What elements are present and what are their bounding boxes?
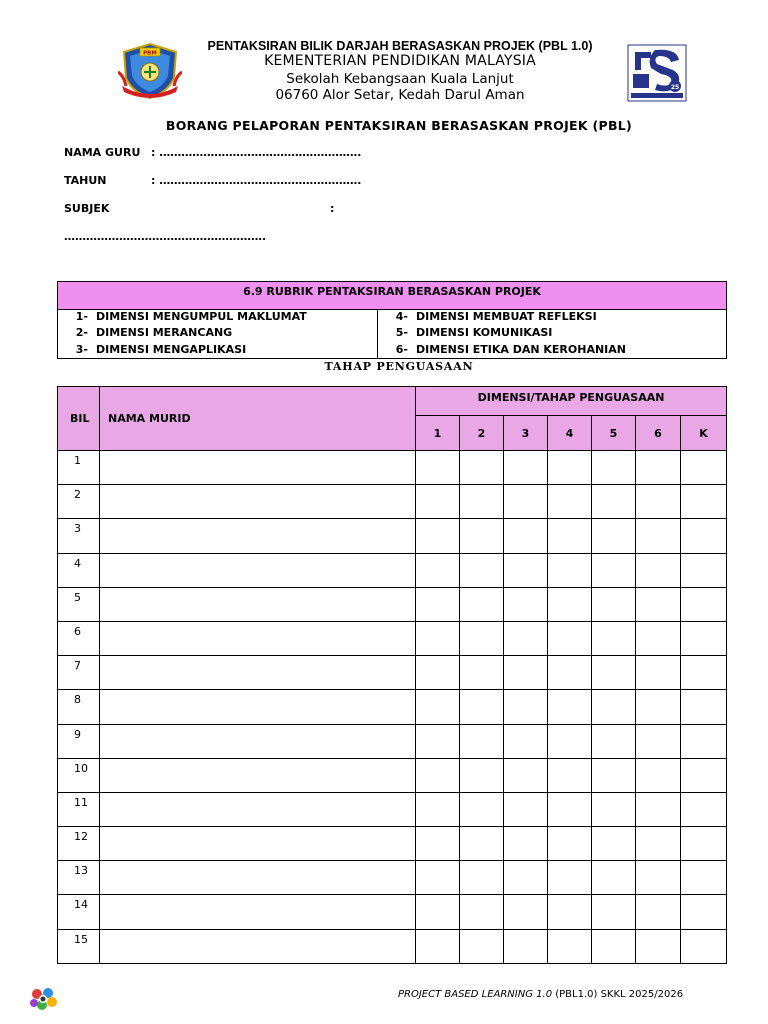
score-cell-4[interactable] bbox=[548, 861, 592, 895]
nama-murid-cell[interactable] bbox=[100, 758, 416, 792]
ministry-logo bbox=[627, 44, 687, 102]
score-cell-3[interactable] bbox=[504, 587, 548, 621]
assessment-table bbox=[57, 386, 727, 964]
score-cell-1[interactable] bbox=[416, 792, 460, 826]
score-cell-1[interactable] bbox=[416, 621, 460, 655]
score-cell-5[interactable] bbox=[592, 861, 636, 895]
dimensi-header: DIMENSI/TAHAP PENGUASAAN bbox=[416, 387, 727, 416]
score-cell-2[interactable] bbox=[460, 587, 504, 621]
score-cell-4[interactable] bbox=[548, 895, 592, 929]
score-cell-5[interactable] bbox=[592, 929, 636, 963]
score-cell-5[interactable] bbox=[592, 690, 636, 724]
score-cell-1[interactable] bbox=[416, 895, 460, 929]
bil-cell: 11 bbox=[58, 792, 100, 826]
score-cell-6[interactable] bbox=[636, 553, 681, 587]
nama-murid-cell[interactable] bbox=[100, 724, 416, 758]
rubric-divider bbox=[377, 310, 378, 358]
score-cell-6[interactable] bbox=[636, 895, 681, 929]
score-cell-5[interactable] bbox=[592, 587, 636, 621]
score-cell-5[interactable] bbox=[592, 451, 636, 485]
bil-cell: 6 bbox=[58, 621, 100, 655]
score-cell-6[interactable] bbox=[636, 656, 681, 690]
score-cell-4[interactable] bbox=[548, 724, 592, 758]
score-cell-3[interactable] bbox=[504, 656, 548, 690]
score-cell-1[interactable] bbox=[416, 827, 460, 861]
score-cell-k[interactable] bbox=[681, 587, 727, 621]
score-cell-3[interactable] bbox=[504, 553, 548, 587]
bil-cell: 7 bbox=[58, 656, 100, 690]
score-cell-6[interactable] bbox=[636, 792, 681, 826]
table-row bbox=[58, 895, 727, 929]
level-header-k: K bbox=[681, 416, 727, 451]
score-cell-k[interactable] bbox=[681, 451, 727, 485]
score-cell-4[interactable] bbox=[548, 519, 592, 553]
score-cell-4[interactable] bbox=[548, 485, 592, 519]
score-cell-4[interactable] bbox=[548, 656, 592, 690]
score-cell-4[interactable] bbox=[548, 758, 592, 792]
table-row bbox=[58, 656, 727, 690]
field-tahun[interactable] bbox=[64, 174, 361, 187]
score-cell-5[interactable] bbox=[592, 827, 636, 861]
score-cell-2[interactable] bbox=[460, 485, 504, 519]
score-cell-5[interactable] bbox=[592, 758, 636, 792]
nama-murid-cell[interactable] bbox=[100, 553, 416, 587]
score-cell-3[interactable] bbox=[504, 861, 548, 895]
score-cell-6[interactable] bbox=[636, 861, 681, 895]
score-cell-4[interactable] bbox=[548, 451, 592, 485]
nama-murid-cell[interactable] bbox=[100, 451, 416, 485]
score-cell-3[interactable] bbox=[504, 929, 548, 963]
header-title: PENTAKSIRAN BILIK DARJAH BERASASKAN PROJEK (PBL 1.0) bbox=[207, 39, 593, 53]
dimension-item: 1- DIMENSI MENGUMPUL MAKLUMAT bbox=[75, 310, 307, 323]
score-cell-6[interactable] bbox=[636, 485, 681, 519]
score-cell-2[interactable] bbox=[460, 519, 504, 553]
nama-murid-cell[interactable] bbox=[100, 690, 416, 724]
dimension-item: 6- DIMENSI ETIKA DAN KEROHANIAN bbox=[395, 343, 626, 356]
score-cell-6[interactable] bbox=[636, 451, 681, 485]
school-crest-logo bbox=[118, 42, 182, 100]
table-row bbox=[58, 485, 727, 519]
bil-cell: 12 bbox=[58, 827, 100, 861]
score-cell-6[interactable] bbox=[636, 724, 681, 758]
nama-murid-cell[interactable] bbox=[100, 827, 416, 861]
score-cell-k[interactable] bbox=[681, 621, 727, 655]
bil-cell: 1 bbox=[58, 451, 100, 485]
level-header-4: 4 bbox=[548, 416, 592, 451]
table-row bbox=[58, 861, 727, 895]
nama-murid-cell[interactable] bbox=[100, 895, 416, 929]
bil-cell: 8 bbox=[58, 690, 100, 724]
bil-cell: 10 bbox=[58, 758, 100, 792]
table-row bbox=[58, 929, 727, 963]
school-address: 06760 Alor Setar, Kedah Darul Aman bbox=[275, 87, 525, 103]
score-cell-3[interactable] bbox=[504, 792, 548, 826]
score-cell-3[interactable] bbox=[504, 895, 548, 929]
nama-murid-cell[interactable] bbox=[100, 587, 416, 621]
table-row bbox=[58, 451, 727, 485]
score-cell-6[interactable] bbox=[636, 929, 681, 963]
pbl-gear-logo bbox=[28, 986, 58, 1012]
score-cell-6[interactable] bbox=[636, 690, 681, 724]
form-title: BORANG PELAPORAN PENTAKSIRAN BERASASKAN PROJEK (PBL) bbox=[165, 118, 633, 133]
score-cell-4[interactable] bbox=[548, 690, 592, 724]
score-cell-6[interactable] bbox=[636, 587, 681, 621]
bil-header: BIL bbox=[58, 387, 100, 451]
ministry-name: KEMENTERIAN PENDIDIKAN MALAYSIA bbox=[264, 53, 536, 69]
table-row bbox=[58, 519, 727, 553]
dimension-item: 5- DIMENSI KOMUNIKASI bbox=[395, 326, 553, 339]
score-cell-2[interactable] bbox=[460, 792, 504, 826]
bil-cell: 3 bbox=[58, 519, 100, 553]
score-cell-5[interactable] bbox=[592, 792, 636, 826]
rubric-box bbox=[57, 281, 727, 359]
score-cell-2[interactable] bbox=[460, 656, 504, 690]
score-cell-6[interactable] bbox=[636, 519, 681, 553]
score-cell-5[interactable] bbox=[592, 553, 636, 587]
score-cell-4[interactable] bbox=[548, 553, 592, 587]
table-row bbox=[58, 621, 727, 655]
score-cell-k[interactable] bbox=[681, 929, 727, 963]
score-cell-5[interactable] bbox=[592, 485, 636, 519]
score-cell-2[interactable] bbox=[460, 895, 504, 929]
footer-italic: PROJECT BASED LEARNING 1.0 bbox=[398, 989, 553, 1000]
rubric-title: 6.9 RUBRIK PENTAKSIRAN BERASASKAN PROJEK bbox=[58, 282, 726, 310]
table-row bbox=[58, 758, 727, 792]
score-cell-2[interactable] bbox=[460, 861, 504, 895]
score-cell-k[interactable] bbox=[681, 724, 727, 758]
table-body bbox=[58, 451, 727, 964]
table-row bbox=[58, 690, 727, 724]
score-cell-5[interactable] bbox=[592, 724, 636, 758]
tahun-label: TAHUN bbox=[64, 174, 107, 187]
score-cell-3[interactable] bbox=[504, 758, 548, 792]
nama-guru-value: : ………………………………………………. bbox=[151, 146, 362, 159]
score-cell-3[interactable] bbox=[504, 519, 548, 553]
nama-murid-cell[interactable] bbox=[100, 519, 416, 553]
score-cell-3[interactable] bbox=[504, 451, 548, 485]
score-cell-2[interactable] bbox=[460, 758, 504, 792]
school-name: Sekolah Kebangsaan Kuala Lanjut bbox=[286, 71, 514, 87]
crest-text: PBM bbox=[143, 50, 157, 57]
level-header-3: 3 bbox=[504, 416, 548, 451]
score-cell-3[interactable] bbox=[504, 621, 548, 655]
tahun-value: : ………………………………………………. bbox=[151, 174, 362, 187]
score-cell-6[interactable] bbox=[636, 621, 681, 655]
nama-guru-label: NAMA GURU bbox=[64, 146, 141, 159]
field-subjek[interactable] bbox=[64, 202, 335, 215]
svg-text:25: 25 bbox=[670, 84, 680, 91]
nama-murid-cell[interactable] bbox=[100, 792, 416, 826]
field-nama-guru[interactable] bbox=[64, 146, 361, 159]
level-header-1: 1 bbox=[416, 416, 460, 451]
score-cell-k[interactable] bbox=[681, 690, 727, 724]
table-row bbox=[58, 724, 727, 758]
score-cell-1[interactable] bbox=[416, 690, 460, 724]
bil-cell: 5 bbox=[58, 587, 100, 621]
score-cell-3[interactable] bbox=[504, 827, 548, 861]
nama-murid-cell[interactable] bbox=[100, 656, 416, 690]
score-cell-1[interactable] bbox=[416, 758, 460, 792]
score-cell-2[interactable] bbox=[460, 929, 504, 963]
score-cell-1[interactable] bbox=[416, 485, 460, 519]
score-cell-4[interactable] bbox=[548, 929, 592, 963]
bil-cell: 14 bbox=[58, 895, 100, 929]
score-cell-4[interactable] bbox=[548, 827, 592, 861]
footer-text bbox=[398, 989, 683, 1000]
score-cell-3[interactable] bbox=[504, 724, 548, 758]
score-cell-4[interactable] bbox=[548, 792, 592, 826]
subjek-label: SUBJEK bbox=[64, 202, 110, 215]
level-header-5: 5 bbox=[592, 416, 636, 451]
score-cell-6[interactable] bbox=[636, 827, 681, 861]
score-cell-1[interactable] bbox=[416, 553, 460, 587]
score-cell-5[interactable] bbox=[592, 621, 636, 655]
dimension-item: 4- DIMENSI MEMBUAT REFLEKSI bbox=[395, 310, 597, 323]
score-cell-4[interactable] bbox=[548, 587, 592, 621]
score-cell-k[interactable] bbox=[681, 895, 727, 929]
score-cell-k[interactable] bbox=[681, 861, 727, 895]
score-cell-k[interactable] bbox=[681, 519, 727, 553]
score-cell-1[interactable] bbox=[416, 656, 460, 690]
score-cell-1[interactable] bbox=[416, 519, 460, 553]
bil-cell: 9 bbox=[58, 724, 100, 758]
bil-cell: 2 bbox=[58, 485, 100, 519]
bil-cell: 4 bbox=[58, 553, 100, 587]
subjek-dotted-line: ………………………………………………. bbox=[64, 230, 267, 243]
tahap-penguasaan-label: TAHAP PENGUASAAN bbox=[324, 360, 474, 373]
nama-murid-cell[interactable] bbox=[100, 485, 416, 519]
score-cell-2[interactable] bbox=[460, 690, 504, 724]
dimension-item: 3- DIMENSI MENGAPLIKASI bbox=[75, 343, 247, 356]
bil-cell: 13 bbox=[58, 861, 100, 895]
nama-murid-cell[interactable] bbox=[100, 929, 416, 963]
score-cell-k[interactable] bbox=[681, 485, 727, 519]
score-cell-2[interactable] bbox=[460, 553, 504, 587]
score-cell-5[interactable] bbox=[592, 895, 636, 929]
footer-rest: (PBL1.0) SKKL 2025/2026 bbox=[552, 989, 684, 1000]
dimension-item: 2- DIMENSI MERANCANG bbox=[75, 326, 233, 339]
level-header-6: 6 bbox=[636, 416, 681, 451]
score-cell-k[interactable] bbox=[681, 656, 727, 690]
bil-cell: 15 bbox=[58, 929, 100, 963]
score-cell-3[interactable] bbox=[504, 690, 548, 724]
score-cell-2[interactable] bbox=[460, 827, 504, 861]
score-cell-k[interactable] bbox=[681, 758, 727, 792]
score-cell-1[interactable] bbox=[416, 587, 460, 621]
score-cell-4[interactable] bbox=[548, 621, 592, 655]
score-cell-5[interactable] bbox=[592, 656, 636, 690]
score-cell-3[interactable] bbox=[504, 485, 548, 519]
nama-murid-header: NAMA MURID bbox=[100, 387, 416, 451]
score-cell-k[interactable] bbox=[681, 827, 727, 861]
score-cell-k[interactable] bbox=[681, 553, 727, 587]
level-header-2: 2 bbox=[460, 416, 504, 451]
score-cell-k[interactable] bbox=[681, 792, 727, 826]
score-cell-1[interactable] bbox=[416, 929, 460, 963]
table-row bbox=[58, 827, 727, 861]
score-cell-2[interactable] bbox=[460, 451, 504, 485]
table-row bbox=[58, 587, 727, 621]
score-cell-6[interactable] bbox=[636, 758, 681, 792]
score-cell-5[interactable] bbox=[592, 519, 636, 553]
score-cell-1[interactable] bbox=[416, 724, 460, 758]
table-row bbox=[58, 553, 727, 587]
score-cell-2[interactable] bbox=[460, 724, 504, 758]
score-cell-1[interactable] bbox=[416, 861, 460, 895]
score-cell-2[interactable] bbox=[460, 621, 504, 655]
score-cell-1[interactable] bbox=[416, 451, 460, 485]
nama-murid-cell[interactable] bbox=[100, 861, 416, 895]
nama-murid-cell[interactable] bbox=[100, 621, 416, 655]
subjek-colon: : bbox=[330, 202, 335, 215]
table-row bbox=[58, 792, 727, 826]
rubric-dimensions bbox=[58, 310, 726, 358]
